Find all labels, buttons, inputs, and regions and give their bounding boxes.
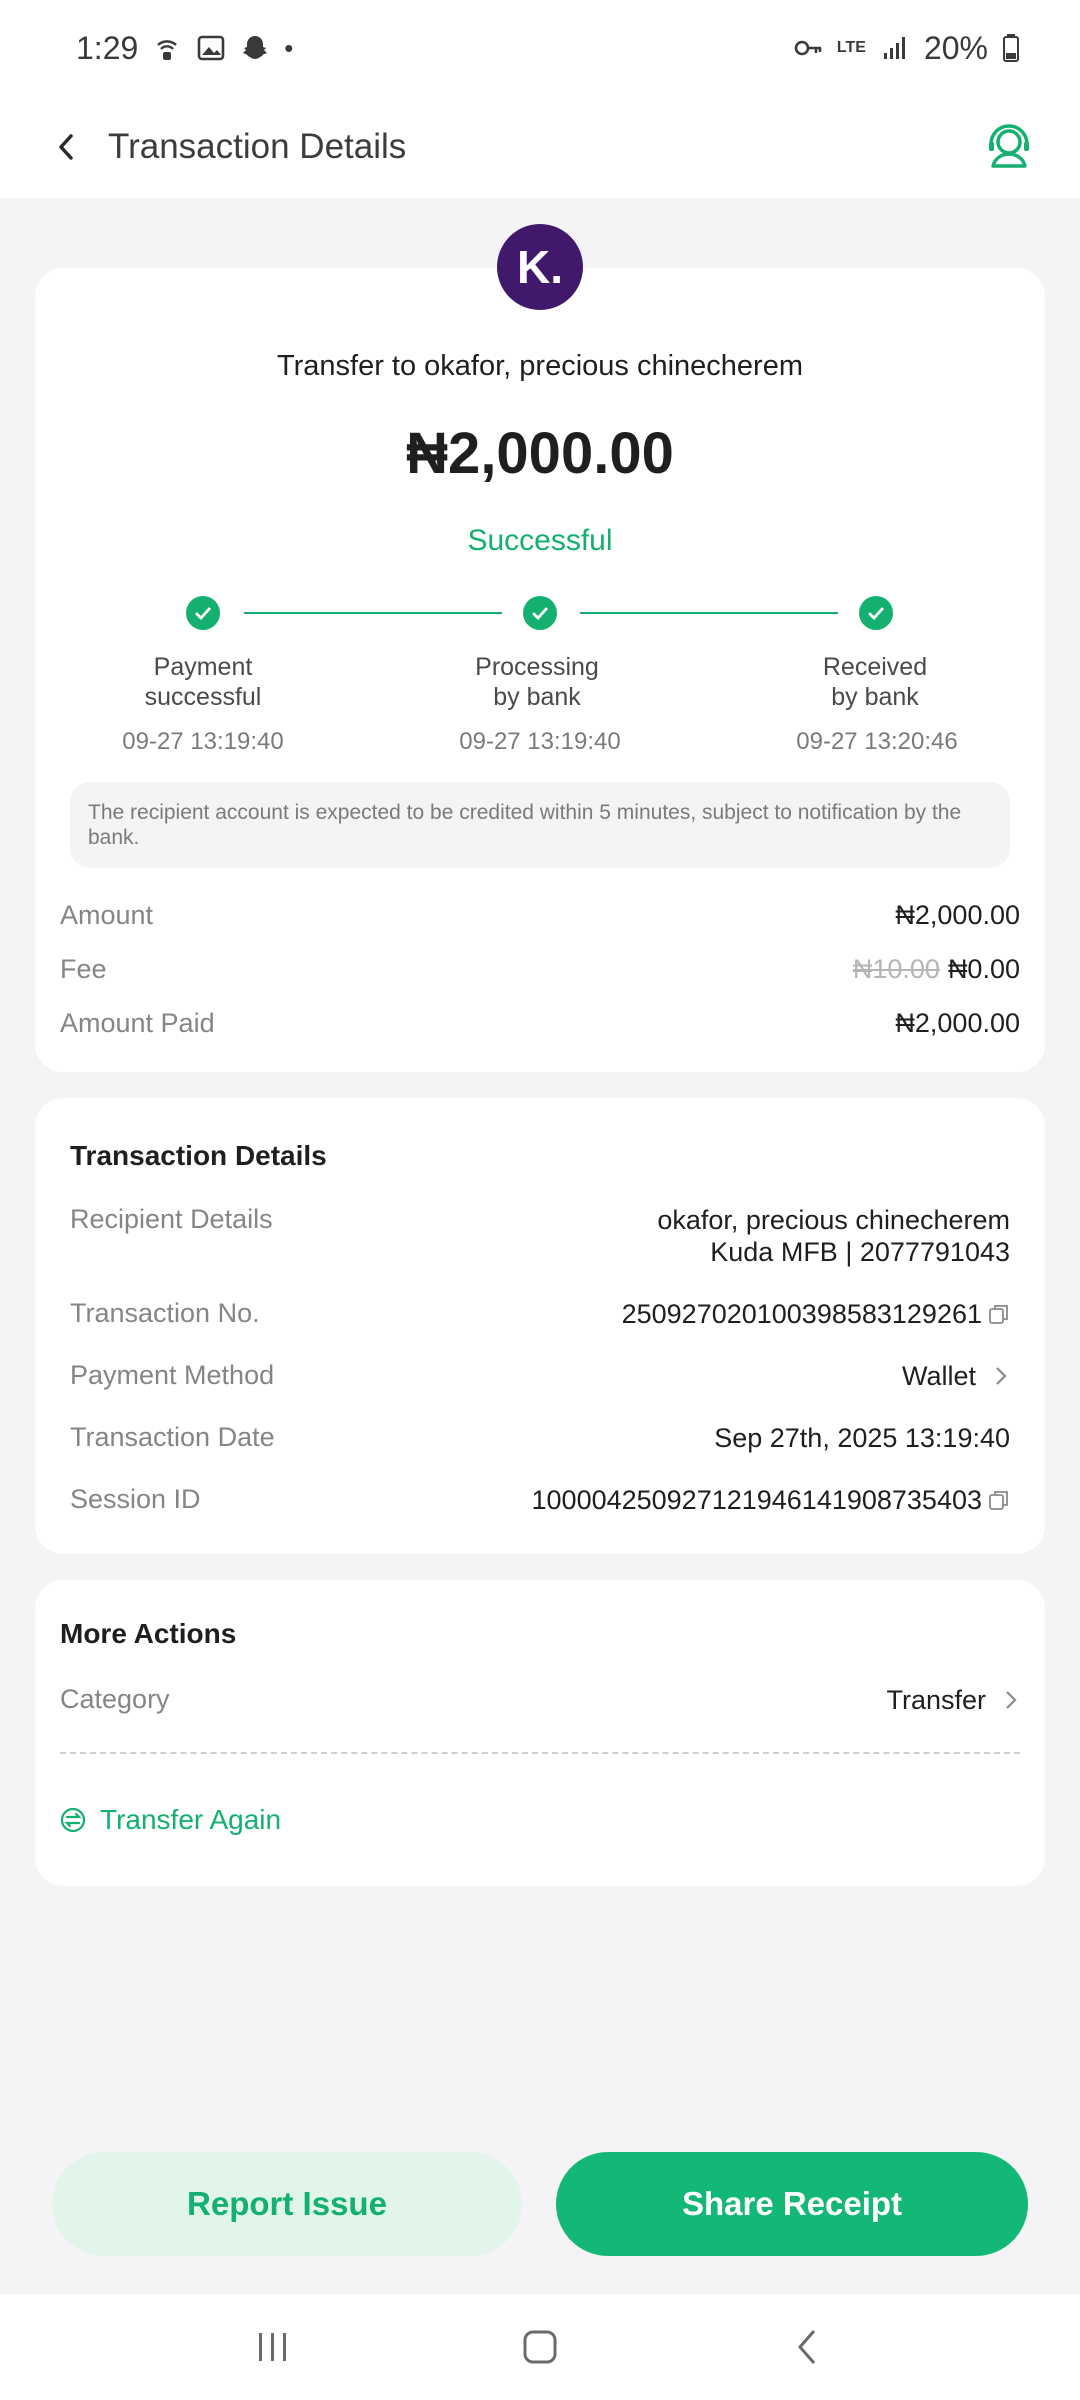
transaction-date-label: Transaction Date bbox=[70, 1422, 275, 1452]
amount-paid-value: ₦2,000.00 bbox=[895, 1008, 1020, 1038]
fee-value: ₦0.00 bbox=[947, 954, 1020, 984]
transaction-date-value: Sep 27th, 2025 13:19:40 bbox=[714, 1423, 1010, 1453]
network-type: LTE bbox=[836, 39, 866, 56]
step-label-received bbox=[745, 652, 1005, 712]
payment-method-row[interactable] bbox=[70, 1360, 1010, 1392]
session-id-row bbox=[70, 1484, 1010, 1516]
progress-line-1 bbox=[244, 612, 502, 614]
back-arrow-icon bbox=[795, 2328, 819, 2366]
fee-row bbox=[60, 954, 1020, 985]
category-label: Category bbox=[60, 1684, 170, 1714]
transfer-again-icon bbox=[60, 1807, 86, 1833]
step-check-icon bbox=[859, 596, 893, 630]
logo-letter: K. bbox=[517, 241, 563, 293]
status-bar-left bbox=[76, 30, 293, 67]
copy-icon[interactable] bbox=[988, 1303, 1010, 1325]
share-receipt-button[interactable]: Share Receipt bbox=[556, 2152, 1028, 2256]
transfer-amount: ₦2,000.00 bbox=[406, 421, 674, 486]
amount-value: ₦2,000.00 bbox=[895, 900, 1020, 930]
step-time: 09-27 13:20:46 bbox=[796, 728, 958, 755]
amount-paid-label: Amount Paid bbox=[60, 1008, 215, 1038]
page-title: Transaction Details bbox=[108, 127, 407, 166]
payment-method-value: Wallet bbox=[901, 1361, 976, 1391]
step-time: 09-27 13:19:40 bbox=[122, 728, 284, 755]
transaction-no-row bbox=[70, 1298, 1010, 1330]
customer-support-button[interactable] bbox=[974, 112, 1044, 182]
vpn-key-icon bbox=[793, 33, 823, 63]
step-label-line: Processing bbox=[475, 653, 599, 681]
recent-apps-icon bbox=[255, 2330, 291, 2364]
step-label-payment bbox=[73, 652, 333, 712]
payment-method-value-group bbox=[902, 1360, 1010, 1392]
chevron-right-icon bbox=[1002, 1687, 1020, 1713]
transaction-no-value-group bbox=[622, 1298, 1010, 1330]
status-time: 1:29 bbox=[76, 29, 139, 66]
copy-icon[interactable] bbox=[988, 1489, 1010, 1511]
transaction-date-row bbox=[70, 1422, 1010, 1454]
home-icon bbox=[522, 2329, 558, 2365]
recipient-line: Transfer to okafor, precious chinecherem bbox=[276, 350, 803, 382]
gallery-icon bbox=[196, 33, 226, 63]
category-value-group bbox=[886, 1684, 1020, 1716]
more-actions-title: More Actions bbox=[60, 1618, 237, 1649]
details-section-title: Transaction Details bbox=[70, 1140, 327, 1171]
battery-percent: 20% bbox=[923, 29, 988, 66]
recipient-details-value bbox=[657, 1204, 1010, 1268]
step-label-line: successful bbox=[144, 683, 262, 711]
step-time: 09-27 13:19:40 bbox=[459, 728, 621, 755]
signal-icon bbox=[880, 33, 910, 63]
step-label-line: by bank bbox=[831, 683, 919, 711]
recipient-name: okafor, precious chinecherem bbox=[657, 1205, 1010, 1235]
recipient-details-row bbox=[70, 1204, 1010, 1268]
system-navigation-bar bbox=[0, 2294, 1080, 2400]
system-back-button[interactable] bbox=[767, 2317, 847, 2377]
session-id-value: 100004250927121946141908735403 bbox=[531, 1485, 982, 1515]
notification-dot-icon: • bbox=[284, 32, 294, 63]
step-label-processing bbox=[407, 652, 667, 712]
transaction-status: Successful bbox=[467, 524, 613, 557]
category-value: Transfer bbox=[886, 1685, 986, 1715]
step-label-line: Payment bbox=[153, 653, 253, 681]
headset-support-icon bbox=[985, 122, 1033, 172]
chevron-right-icon bbox=[992, 1363, 1010, 1389]
transaction-no-value: 250927020100398583129261 bbox=[621, 1299, 982, 1329]
amount-paid-row bbox=[60, 1008, 1020, 1039]
transaction-no-label: Transaction No. bbox=[70, 1298, 260, 1328]
transfer-again-button[interactable] bbox=[60, 1804, 281, 1836]
step-check-icon bbox=[523, 596, 557, 630]
amount-row bbox=[60, 900, 1020, 931]
app-header bbox=[0, 96, 1080, 198]
home-button[interactable] bbox=[500, 2317, 580, 2377]
recent-apps-button[interactable] bbox=[233, 2317, 313, 2377]
transfer-again-label: Transfer Again bbox=[100, 1804, 282, 1835]
battery-icon bbox=[1002, 33, 1020, 63]
amount-label: Amount bbox=[60, 900, 154, 930]
status-bar-right bbox=[793, 30, 1020, 67]
recipient-bank: Kuda MFB | 2077791043 bbox=[710, 1237, 1010, 1267]
fee-value-group bbox=[853, 954, 1020, 985]
credit-notice: The recipient account is expected to be credited within 5 minutes, subject to notification by the bank. bbox=[70, 782, 1010, 868]
status-bar bbox=[0, 0, 1080, 96]
kuda-bank-logo bbox=[497, 224, 583, 310]
dashed-divider bbox=[60, 1752, 1020, 1754]
fee-label: Fee bbox=[60, 954, 107, 984]
report-issue-button[interactable]: Report Issue bbox=[52, 2152, 522, 2256]
step-label-line: Received bbox=[822, 653, 928, 681]
session-id-label: Session ID bbox=[70, 1484, 201, 1514]
chevron-left-icon bbox=[55, 132, 77, 162]
category-row[interactable] bbox=[60, 1684, 1020, 1716]
back-button[interactable] bbox=[36, 117, 96, 177]
step-label-line: by bank bbox=[493, 683, 581, 711]
fee-original: ₦10.00 bbox=[852, 954, 940, 984]
recipient-details-label: Recipient Details bbox=[70, 1204, 273, 1234]
snapchat-icon bbox=[240, 33, 270, 63]
payment-method-label: Payment Method bbox=[70, 1360, 275, 1390]
wifi-call-icon bbox=[152, 33, 182, 63]
session-id-value-group bbox=[532, 1484, 1010, 1516]
step-check-icon bbox=[186, 596, 220, 630]
progress-line-2 bbox=[580, 612, 838, 614]
